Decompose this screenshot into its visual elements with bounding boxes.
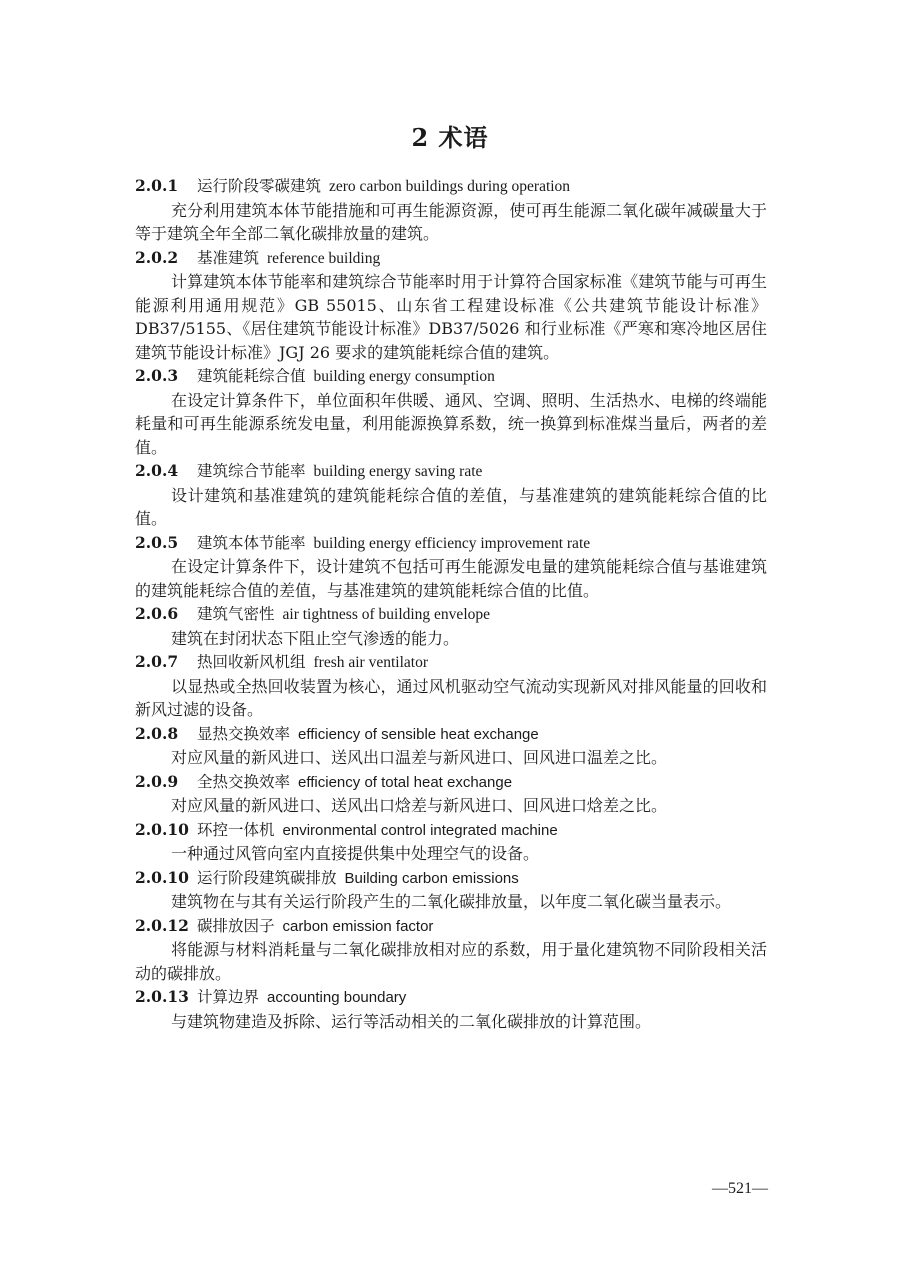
term-en-name: building energy efficiency improvement rate [313,534,591,552]
term-heading [135,914,767,939]
term-definition: 对应风量的新风进口、送风出口焓差与新风进口、回风进口焓差之比。 [171,796,668,815]
term-2-0-8 [135,722,767,770]
term-heading [135,602,767,627]
term-zh-name: 环控一体机 [197,820,275,839]
term-heading [135,531,767,556]
term-number: 2.0.3 [135,366,179,385]
page-number: —521— [712,1180,768,1197]
term-zh-name: 建筑能耗综合值 [197,367,306,385]
term-definition: 将能源与材料消耗量与二氧化碳排放相对应的系数，用于量化建筑物不同阶段相关活动的碳排放。 [135,940,767,983]
term-2-0-13 [135,985,767,1033]
term-definition: 在设定计算条件下，单位面积年供暖、通风、空调、照明、生活热水、电梯的终端能耗量和可再生能源系统发电量，利用能源换算系数，统一换算到标准煤当量后，两者的差值。 [135,390,767,457]
term-zh-name: 运行阶段建筑碳排放 [197,868,337,887]
term-definition: 一种通过风管向室内直接提供集中处理空气的设备。 [171,844,540,863]
term-zh-name: 热回收新风机组 [197,653,306,671]
term-en-name: zero carbon buildings during operation [329,178,571,195]
term-heading [135,770,767,795]
term-2-0-1 [135,174,767,246]
term-zh-name: 显热交换效率 [197,724,291,743]
term-2-0-3 [135,364,767,459]
term-2-0-2 [135,246,767,365]
term-number: 2.0.10 [135,819,189,839]
term-en-name: Building carbon emissions [344,869,519,887]
term-heading [135,866,767,891]
term-2-0-10 [135,818,767,866]
term-zh-name: 基准建筑 [197,248,260,267]
term-definition: 以显热或全热回收装置为核心，通过风机驱动空气流动实现新风对排风能量的回收和新风过滤的设备。 [135,676,767,719]
term-number: 2.0.12 [135,915,189,935]
term-en-name: environmental control integrated machine [282,821,558,839]
term-en-name: air tightness of building envelope [282,606,491,623]
term-definition: 建筑在封闭状态下阻止空气渗透的能力。 [171,628,460,648]
term-2-0-6 [135,602,767,650]
term-2-0-7 [135,650,767,722]
term-number: 2.0.7 [135,652,179,671]
term-definition: 对应风量的新风进口、送风出口温差与新风进口、回风进口温差之比。 [171,748,668,767]
term-en-name: building energy consumption [313,368,495,385]
term-en-name: fresh air ventilator [313,654,428,671]
term-number: 2.0.5 [135,532,179,552]
term-number: 2.0.10 [135,867,189,887]
term-number: 2.0.1 [135,176,179,195]
term-2-0-4 [135,459,767,531]
term-zh-name: 建筑本体节能率 [197,533,306,552]
term-en-name: carbon emission factor [282,917,434,935]
term-number: 2.0.9 [135,771,179,791]
term-number: 2.0.2 [135,247,179,267]
term-en-name: accounting boundary [267,989,407,1006]
term-zh-name: 运行阶段零碳建筑 [197,177,322,195]
term-number: 2.0.4 [135,461,179,480]
term-zh-name: 碳排放因子 [197,916,275,935]
term-definition: 与建筑物建造及拆除、运行等活动相关的二氧化碳排放的计算范围。 [171,1011,652,1031]
term-definition: 充分利用建筑本体节能措施和可再生能源资源，使可再生能源二氧化碳年减碳量大于等于建筑全年全部二氧化碳排放量的建筑。 [135,200,767,243]
term-heading [135,246,767,271]
term-definition: 在设定计算条件下，设计建筑不包括可再生能源发电量的建筑能耗综合值与基谁建筑的建筑能耗综合值的差值，与基准建筑的建筑能耗综合值的比值。 [135,557,767,600]
term-zh-name: 建筑综合节能率 [197,462,306,480]
term-definition: 建筑物在与其有关运行阶段产生的二氧化碳排放量，以年度二氧化碳当量表示。 [171,892,732,911]
term-number: 2.0.13 [135,987,189,1006]
terms-list [135,174,767,1033]
term-en-name: efficiency of sensible heat exchange [298,725,539,743]
term-heading [135,985,767,1010]
term-definition: 设计建筑和基准建筑的建筑能耗综合值的差值，与基准建筑的建筑能耗综合值的比值。 [135,485,767,528]
term-heading [135,459,767,484]
term-en-name: efficiency of total heat exchange [298,773,513,791]
term-en-name: reference building [267,249,381,267]
term-number: 2.0.6 [135,604,179,623]
term-heading [135,650,767,675]
term-heading [135,818,767,843]
term-2-0-12 [135,914,767,986]
term-zh-name: 建筑气密性 [197,605,275,623]
term-zh-name: 全热交换效率 [197,772,291,791]
term-definition: 计算建筑本体节能率和建筑综合节能率时用于计算符合国家标准《建筑节能与可再生能源利用通用规范》GB 55015、山东省工程建设标准《公共建筑节能设计标准》DB37/5155、《居住建筑节能设计标准》DB37/5026 和行业标准《严寒和寒冷地区居住建筑节能设计标准》JGJ 26 要求的建筑能耗综合值的建筑。 [135,272,767,362]
term-zh-name: 计算边界 [197,988,260,1006]
term-heading [135,364,767,389]
term-2-0-5 [135,531,767,603]
term-2-0-9 [135,770,767,818]
term-2-0-10b [135,866,767,914]
term-heading [135,722,767,747]
page-title: 2 术语 [411,123,489,152]
term-en-name: building energy saving rate [313,463,483,480]
term-heading [135,174,767,199]
term-number: 2.0.8 [135,723,179,743]
